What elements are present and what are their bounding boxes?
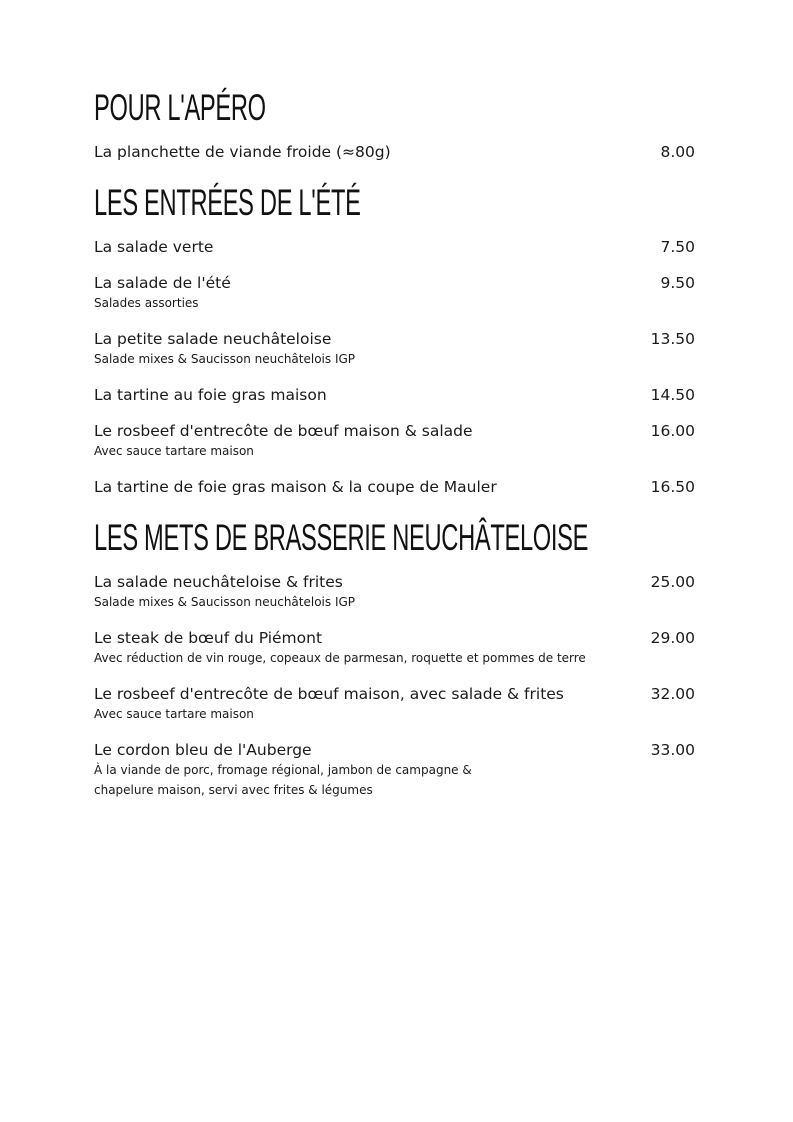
menu-section [94, 518, 695, 800]
item-price: 25.00 [650, 573, 695, 591]
item-price: 14.50 [650, 386, 695, 404]
item-description: Salade mixes & Saucisson neuchâtelois IGP [94, 352, 356, 366]
item-name: La salade neuchâteloise & frites [94, 573, 343, 591]
menu-item [94, 684, 695, 724]
item-price: 9.50 [660, 274, 695, 292]
item-price: 13.50 [650, 330, 695, 348]
menu-item [94, 421, 695, 461]
menu-item [94, 628, 695, 668]
item-name: La petite salade neuchâteloise [94, 330, 332, 348]
item-price: 16.50 [650, 478, 695, 496]
item-name: Le rosbeef d'entrecôte de bœuf maison & salade [94, 422, 473, 440]
item-description: À la viande de porc, fromage régional, jambon de campagne & [94, 763, 472, 777]
menu-item-row [94, 740, 695, 760]
item-price: 16.00 [650, 422, 695, 440]
menu-item [94, 273, 695, 313]
item-name: La salade verte [94, 238, 214, 256]
menu-item [94, 329, 695, 369]
item-name: Le rosbeef d'entrecôte de bœuf maison, avec salade & frites [94, 685, 564, 703]
menu-item-row [94, 421, 695, 441]
item-description: Salade mixes & Saucisson neuchâtelois IGP [94, 595, 356, 609]
item-name: Le cordon bleu de l'Auberge [94, 741, 312, 759]
menu-item-row [94, 477, 695, 497]
menu-item-row [94, 273, 695, 293]
item-description: Avec réduction de vin rouge, copeaux de parmesan, roquette et pommes de terre [94, 651, 586, 665]
item-description: chapelure maison, servi avec frites & légumes [94, 783, 373, 797]
item-description: Avec sauce tartare maison [94, 707, 254, 721]
item-price: 7.50 [660, 238, 695, 256]
menu-item-row [94, 237, 695, 257]
menu-item [94, 142, 695, 162]
item-price: 29.00 [650, 629, 695, 647]
item-price: 33.00 [650, 741, 695, 759]
item-description: Salades assorties [94, 296, 199, 310]
item-name: La tartine de foie gras maison & la coupe de Mauler [94, 478, 497, 496]
menu-item-row [94, 385, 695, 405]
section-title: POUR L'APÉRO [94, 87, 266, 128]
item-description: Avec sauce tartare maison [94, 444, 254, 458]
menu-section [94, 183, 695, 497]
menu-item [94, 740, 695, 800]
menu-item-row [94, 628, 695, 648]
menu-item-row [94, 572, 695, 592]
section-title: LES ENTRÉES DE L'ÉTÉ [94, 182, 361, 223]
menu-page [94, 88, 695, 816]
menu-item-row [94, 684, 695, 704]
item-name: La salade de l'été [94, 274, 231, 292]
item-price: 32.00 [650, 685, 695, 703]
menu-item-row [94, 142, 695, 162]
menu-item-row [94, 329, 695, 349]
section-title: LES METS DE BRASSERIE NEUCHÂTELOISE [94, 517, 589, 558]
menu-item [94, 385, 695, 405]
item-name: Le steak de bœuf du Piémont [94, 629, 323, 647]
menu-section [94, 88, 695, 162]
item-price: 8.00 [660, 143, 695, 161]
menu-item [94, 572, 695, 612]
item-name: La planchette de viande froide (≈80g) [94, 143, 391, 161]
menu-item [94, 477, 695, 497]
menu-item [94, 237, 695, 257]
item-name: La tartine au foie gras maison [94, 386, 327, 404]
